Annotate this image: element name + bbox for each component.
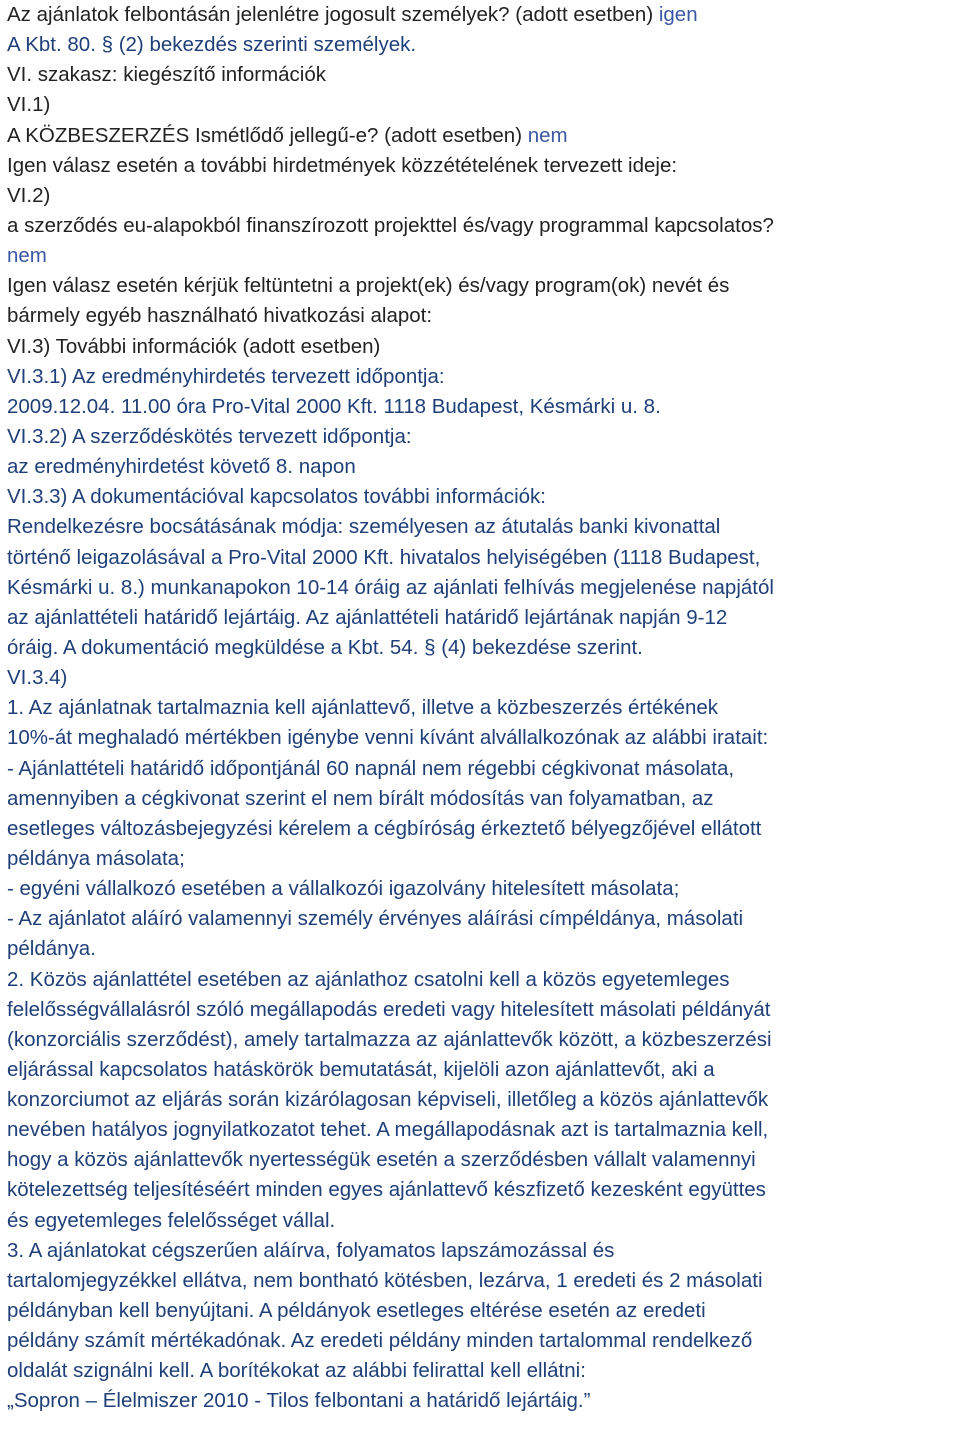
text-line [7,543,957,573]
text-line [7,0,957,30]
text-segment: hogy a közös ajánlattevők nyertességük esetén a szerződésben vállalt valamennyi [7,1148,756,1172]
text-line [7,1206,957,1236]
text-line [7,271,957,301]
text-segment: példánya másolata; [7,846,185,870]
text-line [7,1055,957,1085]
text-line [7,1266,957,1296]
text-segment: 3. A ajánlatokat cégszerűen aláírva, folyamatos lapszámozással és [7,1238,615,1262]
text-segment: példánya. [7,937,96,961]
text-segment: nevében hatályos jognyilatkozatot tehet. A megállapodásnak azt is tartalmaznia kell, [7,1118,769,1142]
text-line [7,121,957,151]
text-line [7,301,957,331]
answer-value: nem [7,244,47,268]
text-segment: 1. Az ajánlatnak tartalmaznia kell ajánlattevő, illetve a közbeszerzés értékének [7,696,719,720]
text-line [7,362,957,392]
text-segment: eljárással kapcsolatos hatáskörök bemutatását, kijelöli azon ajánlattevőt, aki a [7,1057,715,1081]
text-line [7,241,957,271]
text-segment: a szerződés eu-alapokból finanszírozott projekttel és/vagy programmal kapcsolatos? [7,213,774,237]
text-segment: VI.3) További információk (adott esetben) [7,334,381,358]
text-line [7,181,957,211]
text-segment: példányban kell benyújtani. A példányok esetleges eltérése esetén az eredeti [7,1299,706,1323]
text-line [7,603,957,633]
text-line [7,814,957,844]
text-line [7,1386,957,1416]
text-line [7,874,957,904]
text-segment: VI.3.1) Az eredményhirdetés tervezett időpontja: [7,364,445,388]
text-line [7,1296,957,1326]
text-segment: - Az ajánlatot aláíró valamennyi személy érvényes aláírási címpéldánya, másolati [7,907,744,931]
text-segment: VI.2) [7,183,51,207]
text-line [7,934,957,964]
text-line [7,723,957,753]
text-segment: VI.3.4) [7,666,68,690]
text-segment: 2009.12.04. 11.00 óra Pro-Vital 2000 Kft. 1118 Budapest, Késmárki u. 8. [7,394,661,418]
text-line [7,1145,957,1175]
text-segment: 10%-át meghaladó mértékben igénybe venni kívánt alvállalkozónak az alábbi iratait: [7,726,769,750]
text-segment: esetleges változásbejegyzési kérelem a cégbíróság érkeztető bélyegzőjével ellátott [7,816,762,840]
text-segment: VI. szakasz: kiegészítő információk [7,63,327,87]
text-segment: az eredményhirdetést követő 8. napon [7,455,356,479]
text-segment: Késmárki u. 8.) munkanapokon 10-14 óráig az ajánlati felhívás megjelenése napjától [7,575,774,599]
text-segment: A KÖZBESZERZÉS Ismétlődő jellegű-e? (adott esetben) [7,123,528,147]
text-segment: VI.3.3) A dokumentációval kapcsolatos további információk: [7,485,546,509]
text-segment: 2. Közös ajánlattétel esetében az ajánlathoz csatolni kell a közös egyetemleges [7,967,730,991]
text-line [7,904,957,934]
text-line [7,784,957,814]
text-line [7,1025,957,1055]
text-line [7,1326,957,1356]
text-line [7,30,957,60]
text-segment: Rendelkezésre bocsátásának módja: személyesen az átutalás banki kivonattal [7,515,721,539]
document-page [7,0,957,1417]
text-line [7,573,957,603]
text-line [7,965,957,995]
answer-value: igen [658,3,698,26]
text-line [7,332,957,362]
text-line [7,512,957,542]
text-line [7,1356,957,1386]
text-line [7,452,957,482]
text-line [7,633,957,663]
text-line [7,60,957,90]
text-line [7,1236,957,1266]
text-segment: példány számít mértékadónak. Az eredeti példány minden tartalommal rendelkező [7,1329,753,1353]
text-segment: A Kbt. 80. § (2) bekezdés szerinti személyek. [7,33,417,57]
text-segment: felelősségvállalásról szóló megállapodás eredeti vagy hitelesített másolati példányát [7,997,771,1021]
text-line [7,1175,957,1205]
text-line [7,151,957,181]
text-line [7,663,957,693]
text-segment: konzorciumot az eljárás során kizárólagosan képviseli, illetőleg a közös ajánlattevők [7,1088,769,1112]
text-segment: Igen válasz esetén a további hirdetmények közzétételének tervezett ideje: [7,153,678,177]
text-segment: az ajánlattételi határidő lejártáig. Az ajánlattételi határidő lejártának napján 9-12 [7,605,728,629]
text-line [7,844,957,874]
text-line [7,482,957,512]
text-segment: tartalomjegyzékkel ellátva, nem bontható kötésben, lezárva, 1 eredeti és 2 másolati [7,1268,763,1292]
text-line [7,211,957,241]
text-line [7,995,957,1025]
text-line [7,422,957,452]
text-segment: (konzorciális szerződést), amely tartalmazza az ajánlattevők között, a közbeszerzési [7,1027,772,1051]
text-segment: Az ajánlatok felbontásán jelenlétre jogosult személyek? (adott esetben) [7,3,659,26]
text-segment: óráig. A dokumentáció megküldése a Kbt. 54. § (4) bekezdése szerint. [7,635,643,659]
text-line [7,1115,957,1145]
text-segment: „Sopron – Élelmiszer 2010 - Tilos felbontani a határidő lejártáig.” [7,1389,591,1413]
text-segment: és egyetemleges felelősséget vállal. [7,1208,336,1232]
text-line [7,1085,957,1115]
text-segment: VI.3.2) A szerződéskötés tervezett időpontja: [7,424,412,448]
text-segment: kötelezettség teljesítéséért minden egyes ajánlattevő készfizető kezesként együttes [7,1178,766,1202]
text-segment: történő leigazolásával a Pro-Vital 2000 Kft. hivatalos helyiségében (1118 Budapest, [7,545,761,569]
text-segment: VI.1) [7,93,51,117]
text-segment: Igen válasz esetén kérjük feltüntetni a projekt(ek) és/vagy program(ok) nevét és [7,274,730,298]
text-line [7,392,957,422]
answer-value: nem [527,123,568,147]
text-segment: amennyiben a cégkivonat szerint el nem bírált módosítás van folyamatban, az [7,786,714,810]
text-line [7,90,957,120]
text-segment: - Ajánlattételi határidő időpontjánál 60 napnál nem régebbi cégkivonat másolata, [7,756,735,780]
text-line [7,754,957,784]
text-segment: - egyéni vállalkozó esetében a vállalkozói igazolvány hitelesített másolata; [7,877,680,901]
text-segment: oldalát szignálni kell. A borítékokat az alábbi felirattal kell ellátni: [7,1359,586,1383]
text-segment: bármely egyéb használható hivatkozási alapot: [7,304,433,328]
text-line [7,693,957,723]
